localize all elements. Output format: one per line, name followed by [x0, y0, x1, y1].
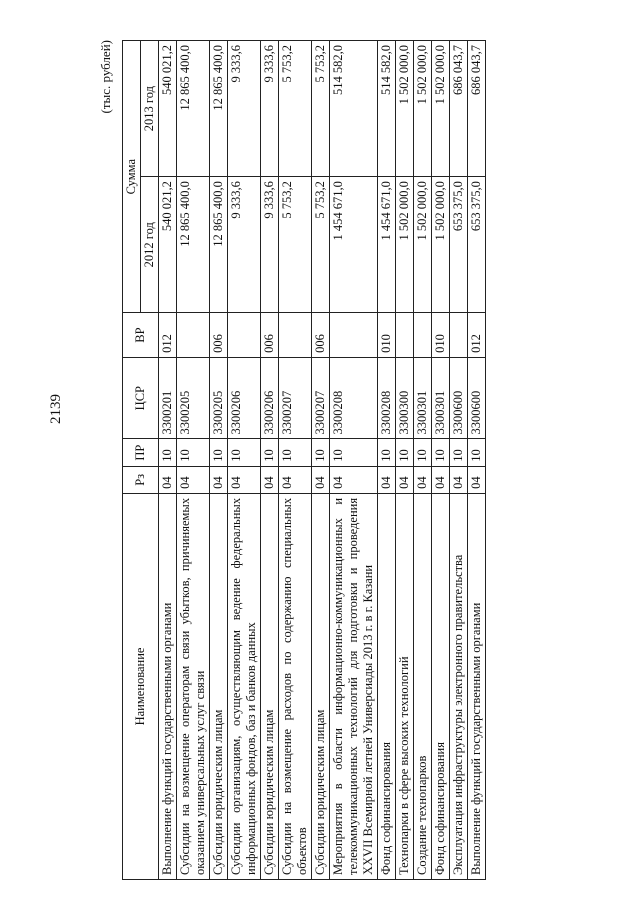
row-csr: 3300201: [159, 357, 177, 439]
row-vr: 012: [468, 313, 486, 358]
row-pr: 10: [378, 439, 396, 466]
row-name: Создание технопарков: [414, 493, 432, 879]
row-name: Субсидии на возмещение расходов по содержанию специальных объектов: [279, 493, 312, 879]
row-pr: 10: [228, 439, 261, 466]
row-2013: 1 502 000,0: [414, 41, 432, 177]
row-2013: 12 865 400,0: [210, 41, 228, 177]
row-2012: 9 333,6: [228, 177, 261, 313]
row-2013: 686 043,7: [450, 41, 468, 177]
row-2013: 5 753,2: [312, 41, 330, 177]
row-2013: 1 502 000,0: [396, 41, 414, 177]
row-vr: [330, 313, 378, 358]
table-row: [279, 41, 312, 880]
row-pr: 10: [414, 439, 432, 466]
row-csr: 3300205: [210, 357, 228, 439]
row-pr: 10: [432, 439, 450, 466]
table-row: [396, 41, 414, 880]
header-name: Наименование: [123, 493, 159, 879]
row-name: Выполнение функций государственными органами: [159, 493, 177, 879]
row-2013: 5 753,2: [279, 41, 312, 177]
row-csr: 3300600: [450, 357, 468, 439]
row-rz: 04: [261, 466, 279, 493]
row-rz: 04: [228, 466, 261, 493]
row-name: Субсидии организациям, осуществляющим ведение федеральных информационных фондов, баз и банков данных: [228, 493, 261, 879]
row-2013: 686 043,7: [468, 41, 486, 177]
row-vr: [396, 313, 414, 358]
row-2013: 1 502 000,0: [432, 41, 450, 177]
row-rz: 04: [312, 466, 330, 493]
row-pr: 10: [279, 439, 312, 466]
row-name: Выполнение функций государственными органами: [468, 493, 486, 879]
table-row: [159, 41, 177, 880]
row-pr: 10: [261, 439, 279, 466]
table-row: [414, 41, 432, 880]
row-rz: 04: [210, 466, 228, 493]
row-name: Эксплуатация инфраструктуры электронного правительства: [450, 493, 468, 879]
table-row: [432, 41, 450, 880]
row-vr: [228, 313, 261, 358]
page-number: 2139: [48, 394, 64, 424]
row-pr: 10: [312, 439, 330, 466]
table-row: [210, 41, 228, 880]
row-vr: [177, 313, 210, 358]
row-csr: 3300207: [279, 357, 312, 439]
row-vr: 012: [159, 313, 177, 358]
row-name: Технопарки в сфере высоких технологий: [396, 493, 414, 879]
row-name: Субсидии юридическим лицам: [312, 493, 330, 879]
row-pr: 10: [210, 439, 228, 466]
row-pr: 10: [159, 439, 177, 466]
header-csr: ЦСР: [123, 357, 159, 439]
row-name: Субсидии юридическим лицам: [210, 493, 228, 879]
table-row: [330, 41, 378, 880]
row-2012: 5 753,2: [279, 177, 312, 313]
row-name: Мероприятия в области информационно-коммуникационных и телекоммуникационных технологий для подготовки и проведения XXVII Всемирной летней Универсиады 2013 г. в г. Казани: [330, 493, 378, 879]
row-vr: 010: [432, 313, 450, 358]
row-pr: 10: [468, 439, 486, 466]
row-rz: 04: [414, 466, 432, 493]
unit-note: (тыс. рублей): [98, 40, 113, 114]
row-vr: [450, 313, 468, 358]
row-pr: 10: [396, 439, 414, 466]
row-pr: 10: [450, 439, 468, 466]
row-vr: 010: [378, 313, 396, 358]
row-2012: 1 454 671,0: [330, 177, 378, 313]
row-2012: 9 333,6: [261, 177, 279, 313]
row-csr: 3300600: [468, 357, 486, 439]
row-2013: 9 333,6: [261, 41, 279, 177]
row-rz: 04: [330, 466, 378, 493]
row-rz: 04: [468, 466, 486, 493]
table-row: [177, 41, 210, 880]
row-csr: 3300208: [378, 357, 396, 439]
row-2013: 12 865 400,0: [177, 41, 210, 177]
row-2012: 1 454 671,0: [378, 177, 396, 313]
row-csr: 3300300: [396, 357, 414, 439]
row-2012: 5 753,2: [312, 177, 330, 313]
row-2012: 653 375,0: [450, 177, 468, 313]
row-rz: 04: [396, 466, 414, 493]
row-vr: 006: [210, 313, 228, 358]
row-pr: 10: [330, 439, 378, 466]
row-rz: 04: [159, 466, 177, 493]
row-csr: 3300301: [414, 357, 432, 439]
budget-table: [122, 40, 486, 880]
row-2012: 653 375,0: [468, 177, 486, 313]
row-vr: 006: [312, 313, 330, 358]
row-2012: 1 502 000,0: [396, 177, 414, 313]
row-csr: 3300206: [261, 357, 279, 439]
row-2012: 1 502 000,0: [432, 177, 450, 313]
row-rz: 04: [378, 466, 396, 493]
row-name: Субсидии на возмещение операторам связи убытков, причиняемых оказанием универсальных услуг связи: [177, 493, 210, 879]
row-2013: 514 582,0: [378, 41, 396, 177]
row-rz: 04: [279, 466, 312, 493]
header-rz: Рз: [123, 466, 159, 493]
row-vr: [414, 313, 432, 358]
row-vr: [279, 313, 312, 358]
row-2012: 12 865 400,0: [210, 177, 228, 313]
row-name: Фонд софинансирования: [378, 493, 396, 879]
row-csr: 3300208: [330, 357, 378, 439]
table-row: [312, 41, 330, 880]
row-name: Субсидии юридическим лицам: [261, 493, 279, 879]
row-csr: 3300205: [177, 357, 210, 439]
row-rz: 04: [432, 466, 450, 493]
row-2013: 540 021,2: [159, 41, 177, 177]
row-2012: 12 865 400,0: [177, 177, 210, 313]
header-pr: ПР: [123, 439, 159, 466]
header-vr: ВР: [123, 313, 159, 358]
table-row: [468, 41, 486, 880]
header-sum: Сумма: [123, 41, 141, 313]
row-2013: 9 333,6: [228, 41, 261, 177]
table-row: [228, 41, 261, 880]
row-2012: 1 502 000,0: [414, 177, 432, 313]
row-csr: 3300207: [312, 357, 330, 439]
header-2013: 2013 год: [141, 41, 159, 177]
table-row: [450, 41, 468, 880]
row-csr: 3300206: [228, 357, 261, 439]
row-2013: 514 582,0: [330, 41, 378, 177]
table-row: [261, 41, 279, 880]
row-rz: 04: [450, 466, 468, 493]
row-name: Фонд софинансирования: [432, 493, 450, 879]
table-row: [378, 41, 396, 880]
row-csr: 3300301: [432, 357, 450, 439]
row-2012: 540 021,2: [159, 177, 177, 313]
row-vr: 006: [261, 313, 279, 358]
budget-table-sheet: [98, 40, 562, 880]
row-pr: 10: [177, 439, 210, 466]
header-2012: 2012 год: [141, 177, 159, 313]
row-rz: 04: [177, 466, 210, 493]
